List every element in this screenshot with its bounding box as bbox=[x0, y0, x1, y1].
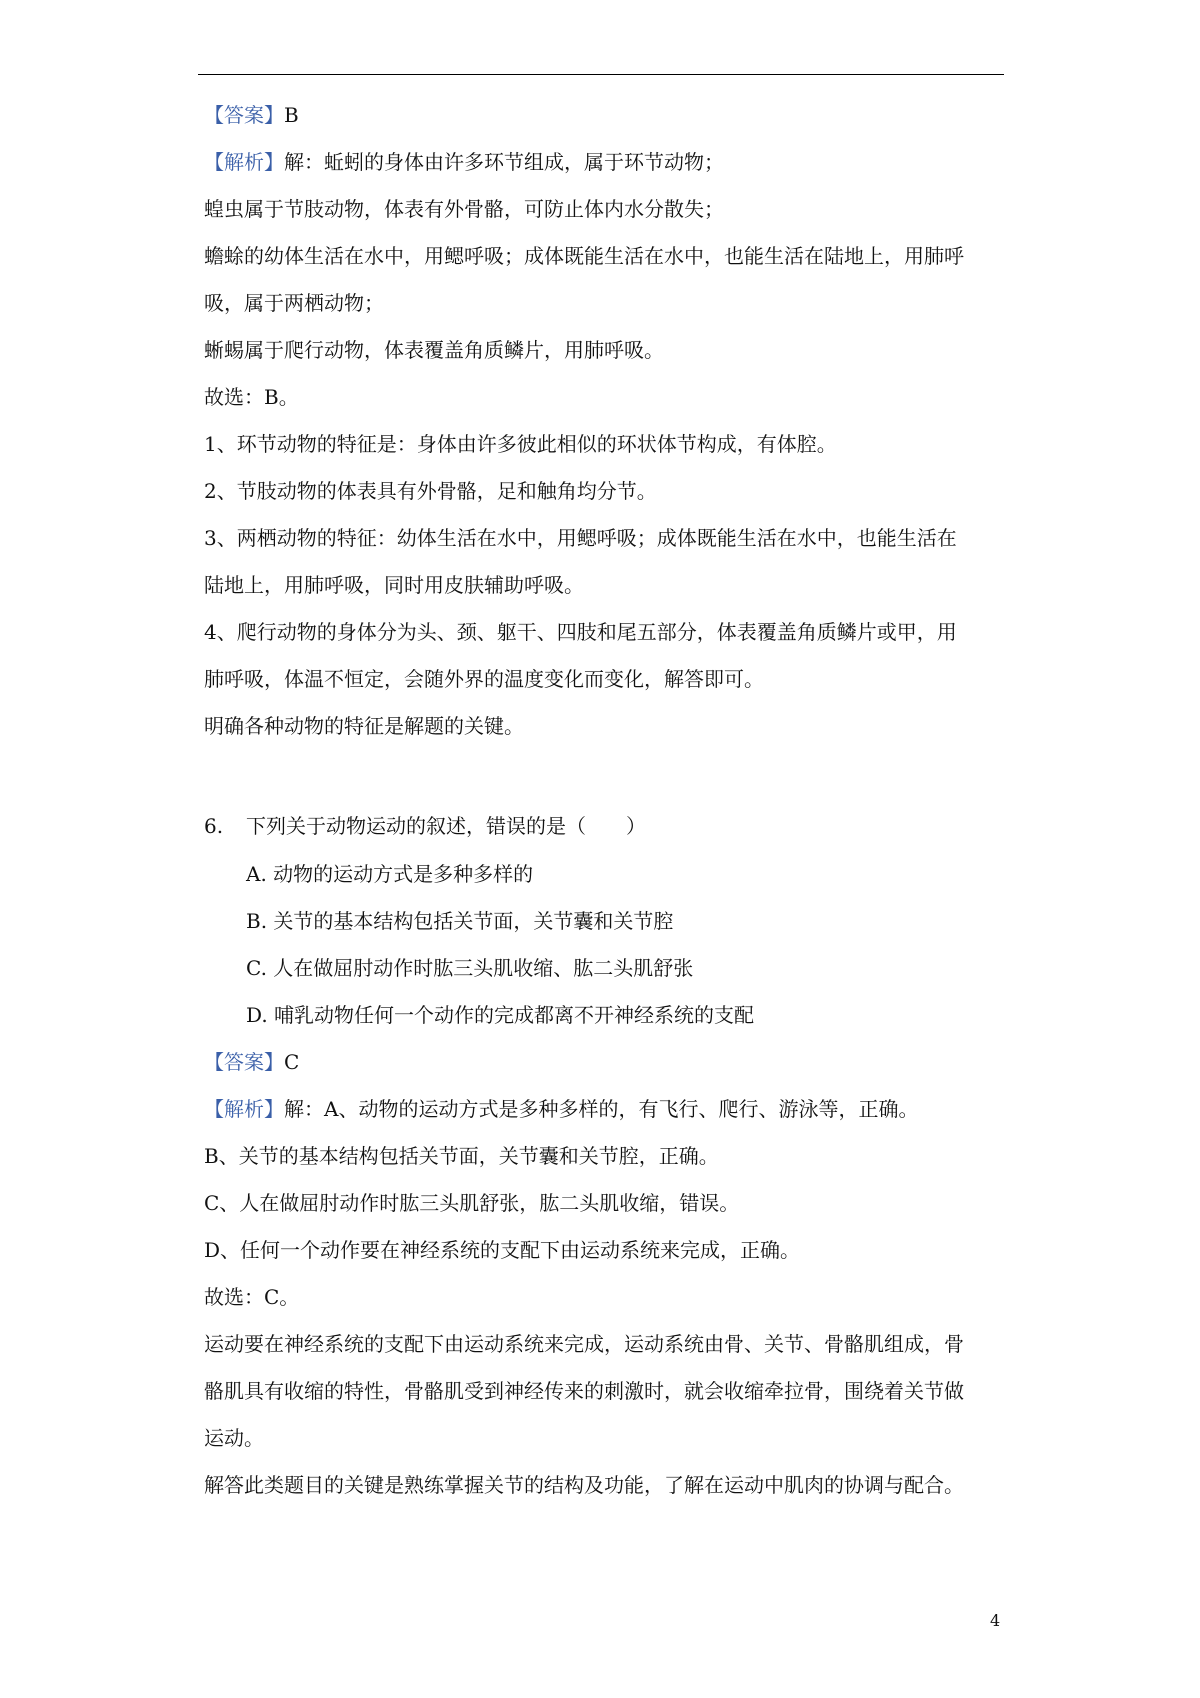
analysis-text: 3、两栖动物的特征：幼体生活在水中，用鳃呼吸；成体既能生活在水中，也能生活在 bbox=[204, 526, 957, 550]
analysis-text: 蜥蜴属于爬行动物，体表覆盖角质鳞片，用肺呼吸。 bbox=[204, 338, 664, 362]
analysis-text: 吸，属于两栖动物； bbox=[204, 291, 384, 315]
analysis-text: 陆地上，用肺呼吸，同时用皮肤辅助呼吸。 bbox=[204, 573, 584, 597]
question-stem bbox=[204, 811, 646, 841]
analysis-text: 故选：B。 bbox=[204, 385, 299, 409]
analysis-text: 骼肌具有收缩的特性，骨骼肌受到神经传来的刺激时，就会收缩牵拉骨，围绕着关节做 bbox=[204, 1379, 964, 1403]
analysis-text: 解：蚯蚓的身体由许多环节组成，属于环节动物； bbox=[284, 150, 724, 174]
analysis-tag: 【解析】 bbox=[204, 150, 284, 174]
option-c: C. 人在做屈肘动作时肱三头肌收缩、肱二头肌舒张 bbox=[246, 956, 694, 980]
question-text: 下列关于动物运动的叙述，错误的是（ ） bbox=[246, 814, 646, 838]
answer-value: C bbox=[284, 1050, 300, 1074]
analysis-text: 运动要在神经系统的支配下由运动系统来完成，运动系统由骨、关节、骨骼肌组成，骨 bbox=[204, 1332, 964, 1356]
page-number: 4 bbox=[990, 1611, 1001, 1630]
analysis-text: 解：A、动物的运动方式是多种多样的，有飞行、爬行、游泳等，正确。 bbox=[284, 1097, 919, 1121]
analysis-tag: 【解析】 bbox=[204, 1097, 284, 1121]
analysis-text: D、任何一个动作要在神经系统的支配下由运动系统来完成，正确。 bbox=[204, 1238, 801, 1262]
analysis-text: 故选：C。 bbox=[204, 1285, 300, 1309]
analysis-text: 肺呼吸，体温不恒定，会随外界的温度变化而变化，解答即可。 bbox=[204, 667, 764, 691]
answer-line-1 bbox=[204, 100, 299, 130]
option-d: D. 哺乳动物任何一个动作的完成都离不开神经系统的支配 bbox=[246, 1003, 755, 1027]
analysis-text: C、人在做屈肘动作时肱三头肌舒张，肱二头肌收缩，错误。 bbox=[204, 1191, 740, 1215]
analysis-text: 4、爬行动物的身体分为头、颈、躯干、四肢和尾五部分，体表覆盖角质鳞片或甲，用 bbox=[204, 620, 957, 644]
option-a: A. 动物的运动方式是多种多样的 bbox=[246, 862, 534, 886]
analysis-text: B、关节的基本结构包括关节面，关节囊和关节腔，正确。 bbox=[204, 1144, 719, 1168]
analysis-line bbox=[204, 1094, 918, 1124]
header-rule bbox=[198, 74, 1004, 75]
question-number: 6. bbox=[204, 814, 224, 838]
analysis-text: 蟾蜍的幼体生活在水中，用鳃呼吸；成体既能生活在水中，也能生活在陆地上，用肺呼 bbox=[204, 244, 964, 268]
answer-tag: 【答案】 bbox=[204, 103, 284, 127]
answer-value: B bbox=[284, 103, 299, 127]
answer-tag: 【答案】 bbox=[204, 1050, 284, 1074]
analysis-text: 2、节肢动物的体表具有外骨骼，足和触角均分节。 bbox=[204, 479, 657, 503]
analysis-text: 解答此类题目的关键是熟练掌握关节的结构及功能，了解在运动中肌肉的协调与配合。 bbox=[204, 1473, 964, 1497]
analysis-text: 1、环节动物的特征是：身体由许多彼此相似的环状体节构成，有体腔。 bbox=[204, 432, 837, 456]
answer-line-2 bbox=[204, 1047, 299, 1077]
analysis-text: 运动。 bbox=[204, 1426, 264, 1450]
analysis-text: 明确各种动物的特征是解题的关键。 bbox=[204, 714, 524, 738]
option-b: B. 关节的基本结构包括关节面，关节囊和关节腔 bbox=[246, 909, 674, 933]
analysis-line bbox=[204, 147, 724, 177]
analysis-text: 蝗虫属于节肢动物，体表有外骨骼，可防止体内水分散失； bbox=[204, 197, 724, 221]
